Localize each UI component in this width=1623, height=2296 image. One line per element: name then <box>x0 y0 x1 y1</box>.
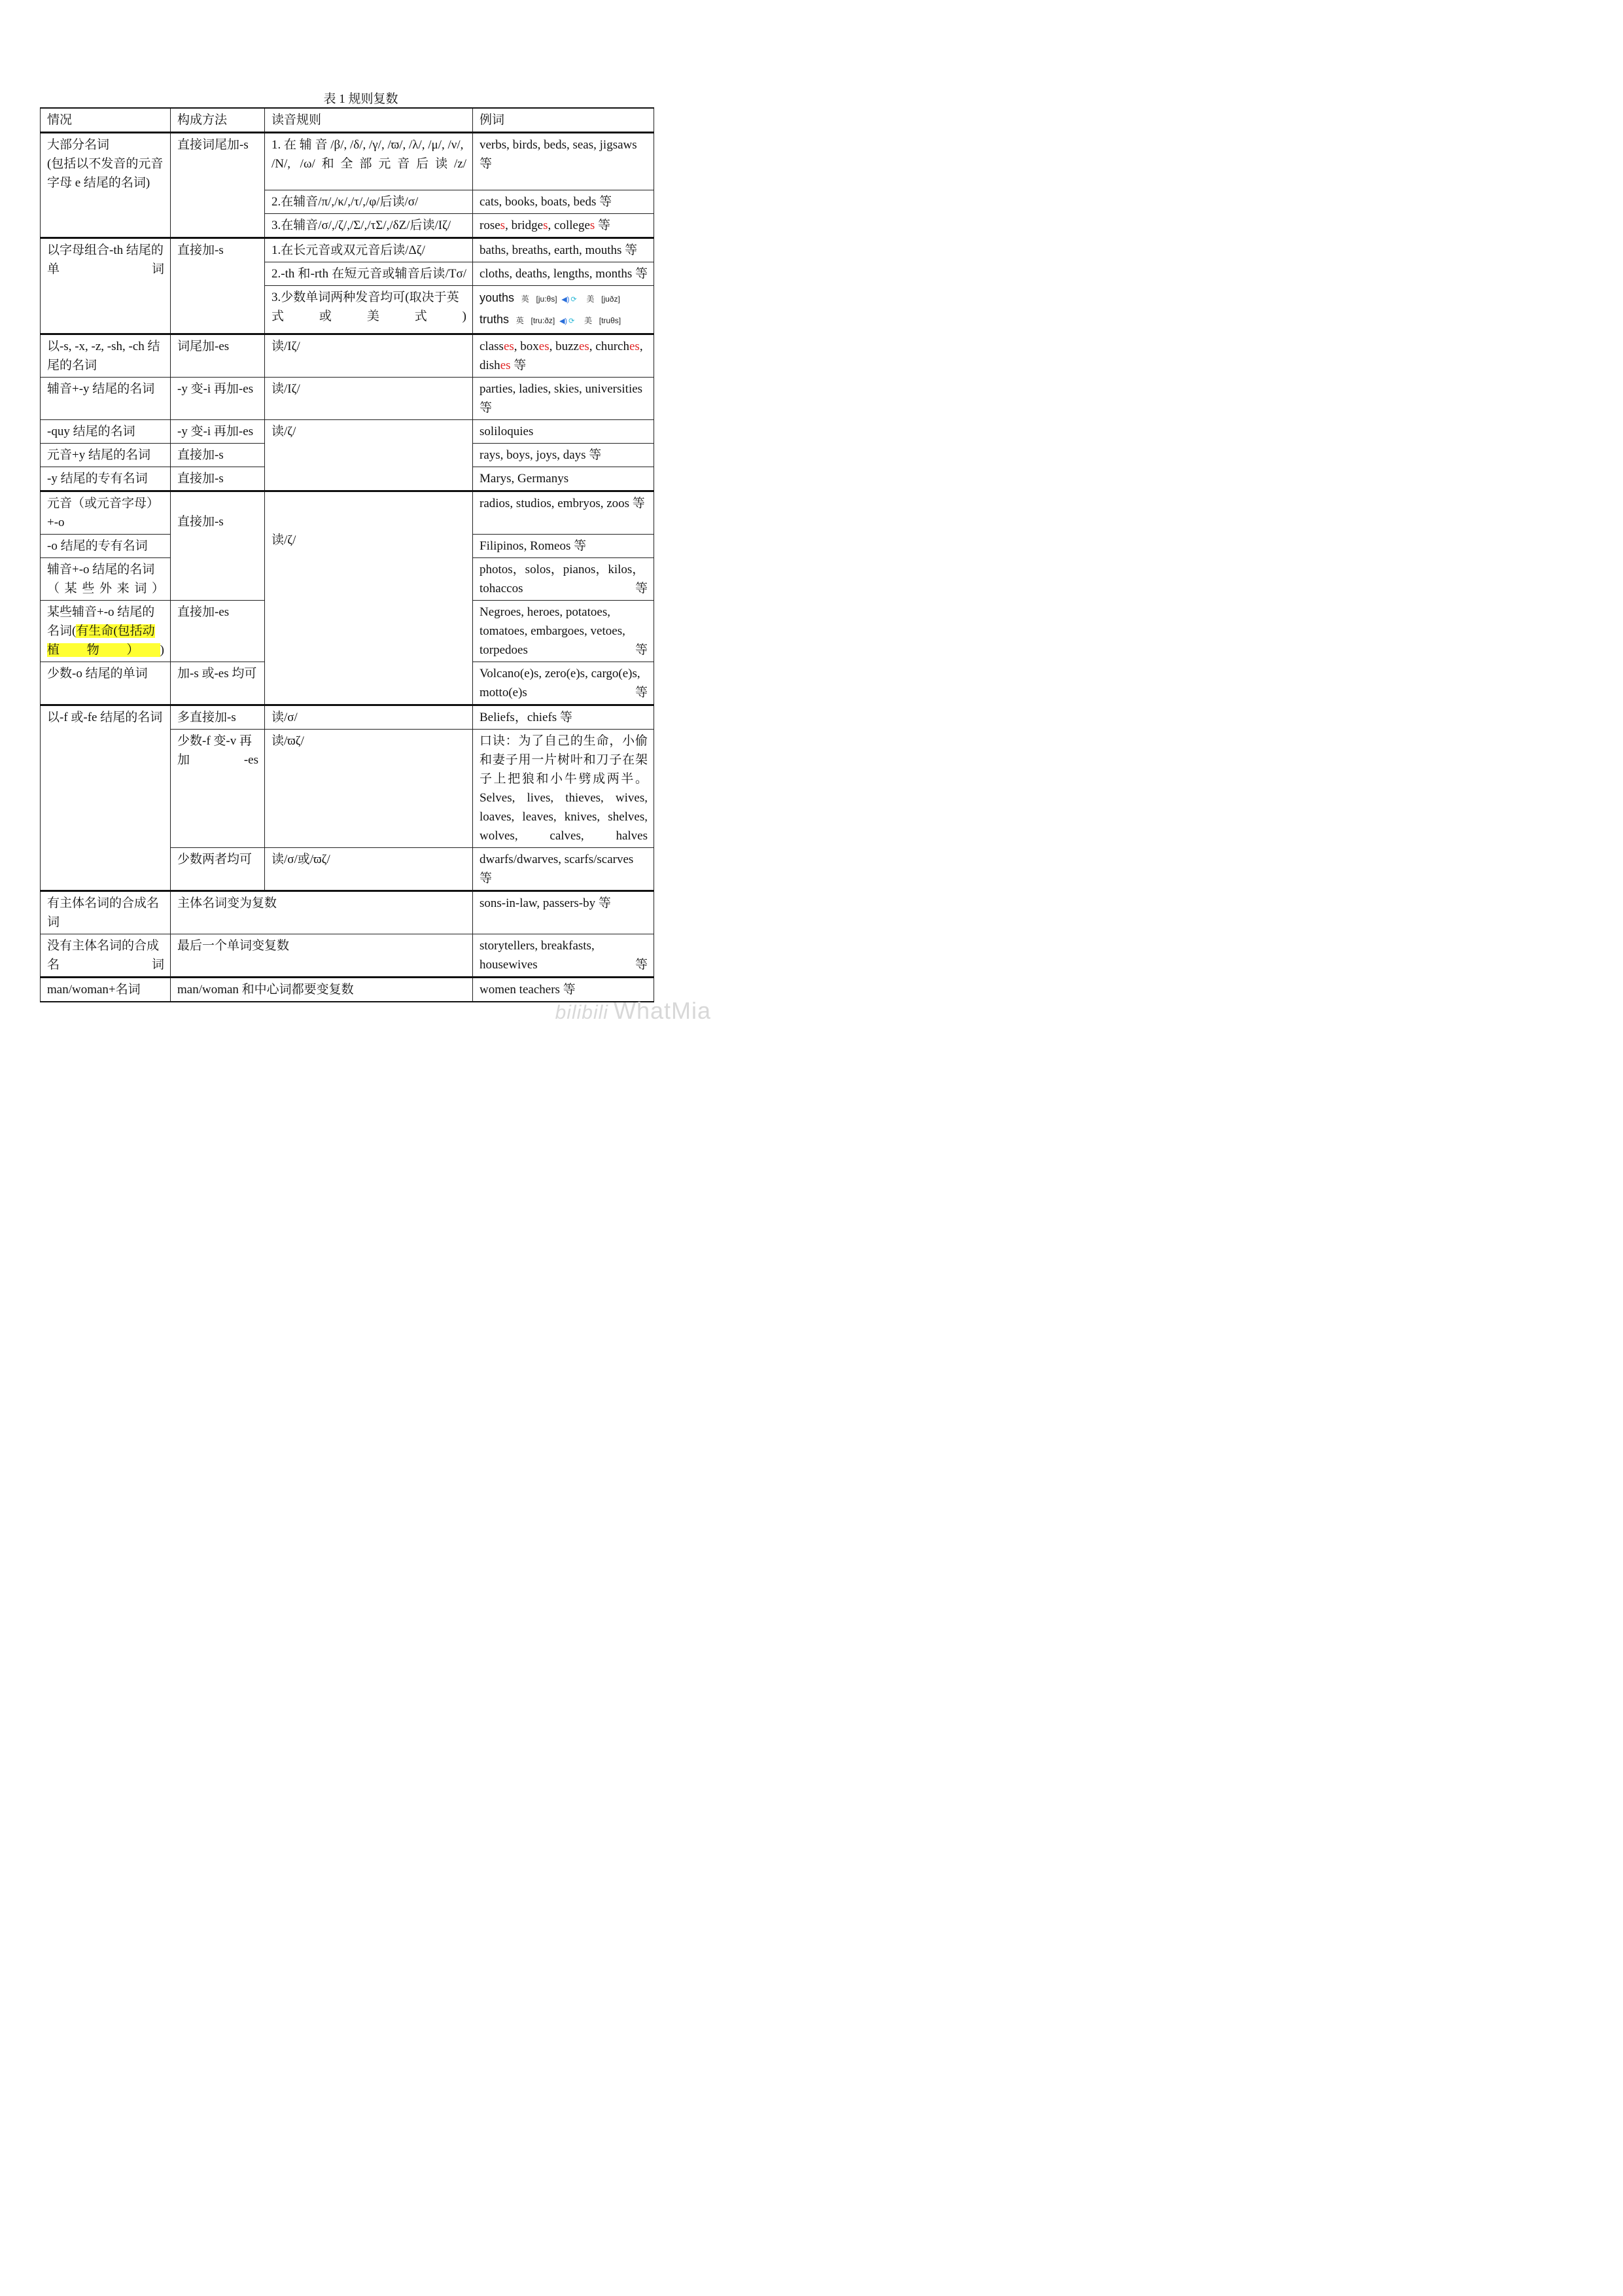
rule-cell: 读/ζ/ <box>265 491 473 705</box>
table-row <box>41 420 654 444</box>
method-cell: 直接加-s <box>171 444 265 467</box>
example-cell: Marys, Germanys <box>473 467 654 491</box>
table-row <box>41 238 654 262</box>
uk-ipa: [tru:ðz] <box>531 316 555 325</box>
pron-word: youths <box>480 291 515 304</box>
example-word: , church <box>589 340 629 353</box>
method-cell: 直接加-s <box>171 238 265 334</box>
example-cell: women teachers 等 <box>473 978 654 1002</box>
situation-text: 某些辅音+-o 结尾的名词( <box>47 605 155 638</box>
table-row <box>41 891 654 934</box>
header-examples: 例词 <box>473 108 654 133</box>
situation-cell: 元音+y 结尾的名词 <box>41 444 171 467</box>
plural-suffix: es <box>538 340 550 353</box>
situation-cell: 以-f 或-fe 结尾的名词 <box>41 705 171 891</box>
situation-cell: -o 结尾的专有名词 <box>41 535 171 558</box>
pronunciation-entry <box>480 309 648 331</box>
us-ipa: [truθs] <box>599 316 621 325</box>
example-cell <box>473 214 654 238</box>
method-cell: 主体名词变为复数 <box>171 891 473 934</box>
example-tail: 等 <box>595 219 611 232</box>
method-cell: 直接加-s <box>171 491 265 601</box>
rule-cell: 2.-th 和-rth 在短元音或辅音后读/Tσ/ <box>265 262 473 286</box>
rule-cell: 读/σ/或/ϖζ/ <box>265 848 473 891</box>
rule-cell: 读/Iζ/ <box>265 378 473 420</box>
header-row <box>41 108 654 133</box>
situation-cell: 元音（或元音字母）+-o <box>41 491 171 535</box>
highlighted-note: 有生命(包括动植物） <box>47 624 160 657</box>
method-cell: -y 变-i 再加-es <box>171 420 265 444</box>
mnemonic-text: 口诀：为了自己的生命，小偷和妻子用一片树叶和刀子在架子上把狼和小牛劈成两半。 <box>480 734 648 786</box>
table-row <box>41 133 654 190</box>
example-cell: photos，solos，pianos，kilos，tohaccos 等 <box>473 558 654 601</box>
method-cell: 加-s 或-es 均可 <box>171 662 265 705</box>
speaker-icon[interactable]: ◀) <box>561 296 570 304</box>
plural-suffix: s <box>589 219 595 232</box>
pronunciation-entry <box>480 288 648 309</box>
example-cell: verbs, birds, beds, seas, jigsaws 等 <box>473 133 654 190</box>
example-cell: parties, ladies, skies, universities 等 <box>473 378 654 420</box>
us-label: 美 <box>584 316 593 325</box>
example-word: , box <box>514 340 539 353</box>
watermark-text: WhatMia <box>613 997 711 1024</box>
example-cell: storytellers, breakfasts, housewives 等 <box>473 934 654 978</box>
watermark <box>555 997 711 1025</box>
header-pronunciation: 读音规则 <box>265 108 473 133</box>
rule-cell: 2.在辅音/π/,/κ/,/τ/,/φ/后读/σ/ <box>265 190 473 214</box>
method-cell: 多直接加-s <box>171 705 265 730</box>
situation-cell: 大部分名词 (包括以不发音的元音字母 e 结尾的名词) <box>41 133 171 238</box>
example-cell <box>473 334 654 378</box>
situation-cell <box>41 601 171 662</box>
method-cell: man/woman 和中心词都要变复数 <box>171 978 473 1002</box>
table-row <box>41 378 654 420</box>
replay-icon[interactable]: ⟳ <box>570 296 577 304</box>
situation-cell: 没有主体名词的合成名词 <box>41 934 171 978</box>
rule-cell: 1.在长元音或双元音后读/Δζ/ <box>265 238 473 262</box>
situation-cell: -y 结尾的专有名词 <box>41 467 171 491</box>
example-word: , dish <box>480 340 643 372</box>
situation-text-end: ) <box>160 643 164 657</box>
replay-icon[interactable]: ⟳ <box>568 317 575 325</box>
situation-cell: 少数-o 结尾的单词 <box>41 662 171 705</box>
method-cell: 直接词尾加-s <box>171 133 265 238</box>
example-cell: baths, breaths, earth, mouths 等 <box>473 238 654 262</box>
uk-label: 英 <box>521 294 529 304</box>
situation-cell: 有主体名词的合成名词 <box>41 891 171 934</box>
pronunciation-example-cell <box>473 286 654 334</box>
speaker-icon[interactable]: ◀) <box>559 317 568 325</box>
situation-cell: 辅音+-o 结尾的名词（某些外来词） <box>41 558 171 601</box>
header-situation: 情况 <box>41 108 171 133</box>
example-cell <box>473 730 654 848</box>
example-word: , college <box>548 219 590 232</box>
method-cell: 直接加-s <box>171 467 265 491</box>
uk-label: 英 <box>515 316 524 325</box>
bilibili-logo: bilibili <box>555 1002 608 1023</box>
table-caption: 表 1 规则复数 <box>323 92 398 106</box>
method-cell: 词尾加-es <box>171 334 265 378</box>
example-words: Selves, lives, thieves, wives, loaves, leaves, knives, shelves, wolves, calves, halves <box>480 791 648 843</box>
us-ipa: [juðz] <box>601 294 620 304</box>
situation-cell: -quy 结尾的名词 <box>41 420 171 444</box>
example-cell: radios, studios, embryos, zoos 等 <box>473 491 654 535</box>
example-cell: Filipinos, Romeos 等 <box>473 535 654 558</box>
rule-cell: 3.在辅音/σ/,/ζ/,/Σ/,/τΣ/,/δZ/后读/Iζ/ <box>265 214 473 238</box>
method-cell: 最后一个单词变复数 <box>171 934 473 978</box>
plural-suffix: es <box>503 340 514 353</box>
situation-cell: man/woman+名词 <box>41 978 171 1002</box>
example-cell: Beliefs，chiefs 等 <box>473 705 654 730</box>
example-cell: cats, books, boats, beds 等 <box>473 190 654 214</box>
example-cell: sons-in-law, passers-by 等 <box>473 891 654 934</box>
rule-cell: 读/ϖζ/ <box>265 730 473 848</box>
plural-rules-table <box>40 107 654 1002</box>
situation-cell: 以字母组合-th 结尾的单词 <box>41 238 171 334</box>
table-row <box>41 705 654 730</box>
rule-cell: 读/ζ/ <box>265 420 473 491</box>
table-row <box>41 491 654 535</box>
plural-suffix: es <box>629 340 640 353</box>
example-tail: 等 <box>510 359 527 372</box>
rule-cell: 读/Iζ/ <box>265 334 473 378</box>
example-word: rose <box>480 219 500 232</box>
example-cell: cloths, deaths, lengths, months 等 <box>473 262 654 286</box>
example-cell: Volcano(e)s, zero(e)s, cargo(e)s, motto(e)s 等 <box>473 662 654 705</box>
situation-cell: 以-s, -x, -z, -sh, -ch 结尾的名词 <box>41 334 171 378</box>
table-row <box>41 934 654 978</box>
situation-cell: 辅音+-y 结尾的名词 <box>41 378 171 420</box>
table-row <box>41 334 654 378</box>
method-cell: -y 变-i 再加-es <box>171 378 265 420</box>
rule-cell: 3.少数单词两种发音均可(取决于英式或美式) <box>265 286 473 334</box>
method-cell: 少数-f 变-v 再加-es <box>171 730 265 848</box>
example-word: , buzz <box>549 340 579 353</box>
rule-cell: 读/σ/ <box>265 705 473 730</box>
header-method: 构成方法 <box>171 108 265 133</box>
method-cell: 少数两者均可 <box>171 848 265 891</box>
plural-suffix: es <box>578 340 589 353</box>
example-cell: dwarfs/dwarves, scarfs/scarves 等 <box>473 848 654 891</box>
method-cell: 直接加-es <box>171 601 265 662</box>
example-cell: Negroes, heroes, potatoes, tomatoes, embargoes, vetoes, torpedoes 等 <box>473 601 654 662</box>
example-cell: rays, boys, joys, days 等 <box>473 444 654 467</box>
plural-suffix: s <box>543 219 548 232</box>
pron-word: truths <box>480 313 510 326</box>
us-label: 美 <box>586 294 595 304</box>
plural-suffix: es <box>500 359 511 372</box>
rule-cell: 1. 在 辅 音 /β/, /δ/, /γ/, /ϖ/, /λ/, /μ/, /ν/, /N/, /ω/和全部元音后读/z/ <box>265 133 473 190</box>
example-word: , bridge <box>505 219 544 232</box>
plural-suffix: s <box>500 219 506 232</box>
example-word: class <box>480 340 504 353</box>
uk-ipa: [ju:θs] <box>536 294 557 304</box>
example-cell: soliloquies <box>473 420 654 444</box>
